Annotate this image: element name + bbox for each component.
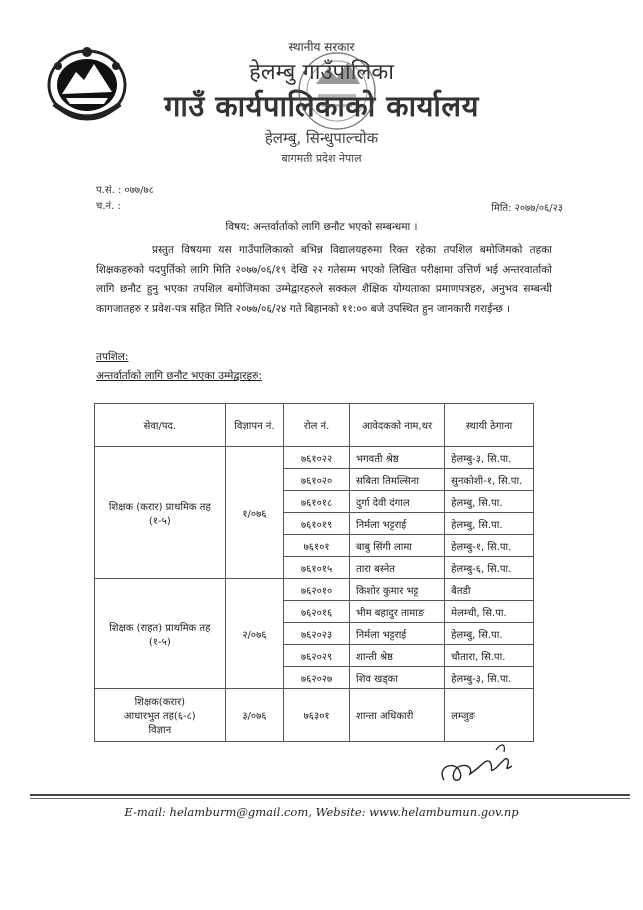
candidate-table [94, 403, 534, 742]
name-cell: शिव खड्का [350, 667, 445, 689]
address-cell: हेलम्बु, सि.पा. [445, 513, 534, 535]
name-cell: भीम बहादुर तामाङ [350, 601, 445, 623]
office-address: हेलम्बु, सिन्धुपाल्चोक [264, 129, 379, 147]
ad-number-cell: २/०७६ [225, 579, 284, 689]
ad-number-cell: १/०७६ [225, 447, 284, 579]
table-row [95, 447, 534, 469]
col-header-roll: रोल नं. [284, 404, 350, 447]
roll-cell: ७६१०२० [284, 469, 350, 491]
address-cell: हेलम्बु-३, सि.पा. [445, 447, 534, 469]
table-row [95, 689, 534, 742]
rural-municipality-name: हेलम्बु गाउँपालिका [249, 60, 394, 85]
dispatch-number: च.नं. : [96, 201, 121, 212]
address-cell: सुनकोशी-१, सि.पा. [445, 469, 534, 491]
office-title: गाउँ कार्यपालिकाको कार्यालय [164, 89, 479, 123]
roll-cell: ७६२०२३ [284, 623, 350, 645]
address-cell: हेलम्बु-३, सि.पा. [445, 667, 534, 689]
footer-contact: E-mail: helamburm@gmail.com, Website: www.helambumun.gov.np [124, 805, 519, 819]
footer-rule-thin [30, 798, 630, 799]
roll-cell: ७६१०२२ [284, 447, 350, 469]
address-cell: हेलम्बु-६, सि.पा. [445, 557, 534, 579]
roll-cell: ७६२०२९ [284, 645, 350, 667]
letter-date: मिति: २०७७/०६/२३ [491, 203, 563, 214]
col-header-address: स्थायी ठेगाना [445, 404, 534, 447]
ad-number-cell: ३/०७६ [225, 689, 284, 742]
address-cell: हेलम्बु-१, सि.पा. [445, 535, 534, 557]
col-header-name: आवेदकको नाम,थर [350, 404, 445, 447]
roll-cell: ७६२०१० [284, 579, 350, 601]
name-cell: शान्ती श्रेष्ठ [350, 645, 445, 667]
province-label: बागमती प्रदेश नेपाल [281, 152, 362, 165]
post-line: विज्ञान [148, 725, 172, 736]
roll-cell: ७६१०१५ [284, 557, 350, 579]
post-line: शिक्षक(करार) [134, 697, 186, 708]
roll-cell: ७६१०१ [284, 535, 350, 557]
table-row [95, 579, 534, 601]
address-cell: बैतडी [445, 579, 534, 601]
post-cell [95, 689, 226, 742]
official-seal-stamp [296, 44, 378, 138]
name-cell: तारा बस्नेत [350, 557, 445, 579]
name-cell: बाबु सिंगी लामा [350, 535, 445, 557]
address-cell: चौतारा, सि.पा. [445, 645, 534, 667]
post-cell: शिक्षक (राहत) प्राथमिक तह (१-५) [95, 579, 226, 689]
table-header-row [95, 404, 534, 447]
name-cell: दुर्गा देवी दंगाल [350, 491, 445, 513]
name-cell: निर्मला भट्टराई [350, 623, 445, 645]
address-cell: हेलम्बु, सि.पा. [445, 623, 534, 645]
name-cell: किशोर कुमार भट्ट [350, 579, 445, 601]
local-government-label: स्थानीय सरकार [288, 40, 355, 54]
name-cell: सबिता तिमल्सिना [350, 469, 445, 491]
details-heading: तपशिल: [96, 351, 129, 363]
address-cell: हेलम्बु, सि.पा. [445, 491, 534, 513]
name-cell: निर्मला भट्टराई [350, 513, 445, 535]
address-cell: मेलम्ची, सि.पा. [445, 601, 534, 623]
roll-cell: ७६१०१८ [284, 491, 350, 513]
footer-rule [30, 794, 630, 796]
roll-cell: ७६२०१६ [284, 601, 350, 623]
roll-cell: ७६३०१ [284, 689, 350, 742]
post-cell: शिक्षक (करार) प्राथमिक तह (१-५) [95, 447, 226, 579]
post-line: आधारभुत तह(६-८) [123, 711, 196, 722]
roll-cell: ७६१०१९ [284, 513, 350, 535]
col-header-post: सेवा/पद. [95, 404, 226, 447]
name-cell: शान्ता अधिकारी [350, 689, 445, 742]
letter-body: प्रस्तुत विषयमा यस गाउँपालिकाको बभिन्न विद्यालयहरुमा रिक्त रहेका तपशिल बमोजिमको तहका शिक्षकहरुको पदपुर्तिको लागि मिति २०७७/०६/१९ देखि २२ गतेसम्म भएको लिखित परीक्षामा उत्तिर्ण भई अन्तरवार्ताको लागि छनौट हुनु भएका तपशिल बमोजिमका उम्मेद्वारहरुले सक्कल शैक्षिक योग्यताका प्रमाणपत्रहरु, अनुभव सम्बन्धी कागजातहरु र प्रवेश-पत्र सहित मिति २०७७/०६/२४ गते बिहानको ११:०० बजे उपस्थित हुन जानकारी गराईन्छ । [96, 244, 552, 315]
signature [430, 736, 526, 790]
letter-subject: विषय: अन्तर्वार्ताको लागि छनौट भएको सम्बन्धमा । [225, 221, 418, 233]
address-cell: लम्जुङ [445, 689, 534, 742]
reference-number: प.सं. : ०७७/७८ [96, 185, 154, 196]
shortlisted-heading: अन्तर्वार्ताको लागि छनौट भएका उम्मेद्वारहरु: [96, 370, 262, 382]
name-cell: भगवती श्रेष्ठ [350, 447, 445, 469]
roll-cell: ७६२०२७ [284, 667, 350, 689]
col-header-ad-no: विज्ञापन नं. [225, 404, 284, 447]
